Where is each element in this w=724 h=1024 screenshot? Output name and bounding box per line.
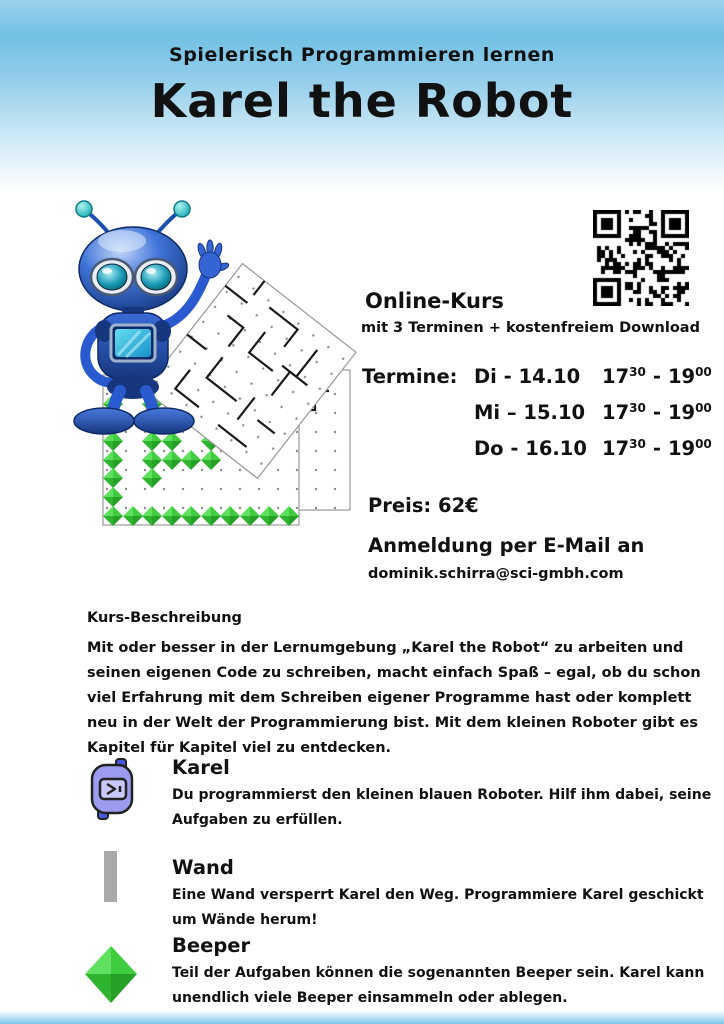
course-subheading: mit 3 Terminen + kostenfreiem Download: [361, 320, 700, 336]
schedule-row: [474, 365, 712, 389]
schedule-row: [474, 401, 712, 425]
feature-text: Eine Wand versperrt Karel den Weg. Programmiere Karel geschickt um Wände herum!: [172, 887, 704, 928]
footer-gradient: [0, 1010, 724, 1024]
feature-text: Du programmierst den kleinen blauen Roboter. Hilf ihm dabei, seine Aufgaben zu erfüllen.: [172, 787, 712, 828]
beeper-diamond-icon: [83, 944, 139, 1004]
feature-text: Teil der Aufgaben können die sogenannten Beeper sein. Karel kann unendlich viele Beeper einsammeln oder ablegen.: [172, 965, 705, 1006]
robot-eye: [141, 264, 171, 290]
antenna-ball: [174, 201, 190, 217]
description-heading: Kurs-Beschreibung: [87, 610, 242, 626]
header-subtitle: Spielerisch Programmieren lernen: [168, 44, 556, 66]
feature-title: Wand: [172, 856, 234, 879]
feature-row-beeper: [172, 934, 720, 1011]
karel-grid-worlds-illustration: [60, 195, 370, 540]
robot-foot: [74, 408, 134, 434]
day-date: Di - 14.10: [474, 365, 581, 388]
wall-icon: [104, 851, 117, 902]
description-body: Mit oder besser in der Lernumgebung „Karel the Robot“ zu arbeiten und seinen eigenen Code zu schreiben, macht einfach Spaß – egal, ob du schon viel Erfahrung mit dem Schreiben eigener Programme hast oder komplett neu in der Welt der Programmierung bist. Mit dem kleinen Roboter gibt es Kapitel für Kapitel viel zu entdecken.: [87, 640, 701, 756]
email-text: dominik.schirra@sci-gmbh.com: [368, 566, 624, 582]
day-date: Do - 16.10: [474, 437, 587, 460]
schedule-row: [474, 437, 712, 461]
price-text: Preis: 62€: [368, 494, 479, 517]
robot-hand: [199, 252, 221, 278]
course-heading: Online-Kurs: [365, 289, 504, 313]
page-title: Karel the Robot: [150, 74, 574, 128]
header-banner: [0, 0, 724, 192]
feature-row-karel: [172, 756, 720, 833]
time-range: $17^{30} - 19^{00}$: [602, 401, 712, 424]
qr-code: [593, 210, 689, 306]
signup-text: Anmeldung per E-Mail an: [368, 534, 645, 557]
antenna-ball: [76, 201, 92, 217]
robot-eye: [97, 264, 127, 290]
day-date: Mi – 15.10: [474, 401, 586, 424]
robot-foot: [134, 408, 194, 434]
termine-label: Termine:: [362, 365, 458, 388]
time-range: $17^{30} - 19^{00}$: [602, 365, 712, 388]
karel-robot-icon: [85, 757, 139, 821]
time-range: $17^{30} - 19^{00}$: [602, 437, 712, 460]
feature-title: Beeper: [172, 934, 251, 957]
feature-title: Karel: [172, 756, 230, 779]
feature-row-wand: [172, 856, 720, 933]
schedule: [474, 365, 712, 473]
